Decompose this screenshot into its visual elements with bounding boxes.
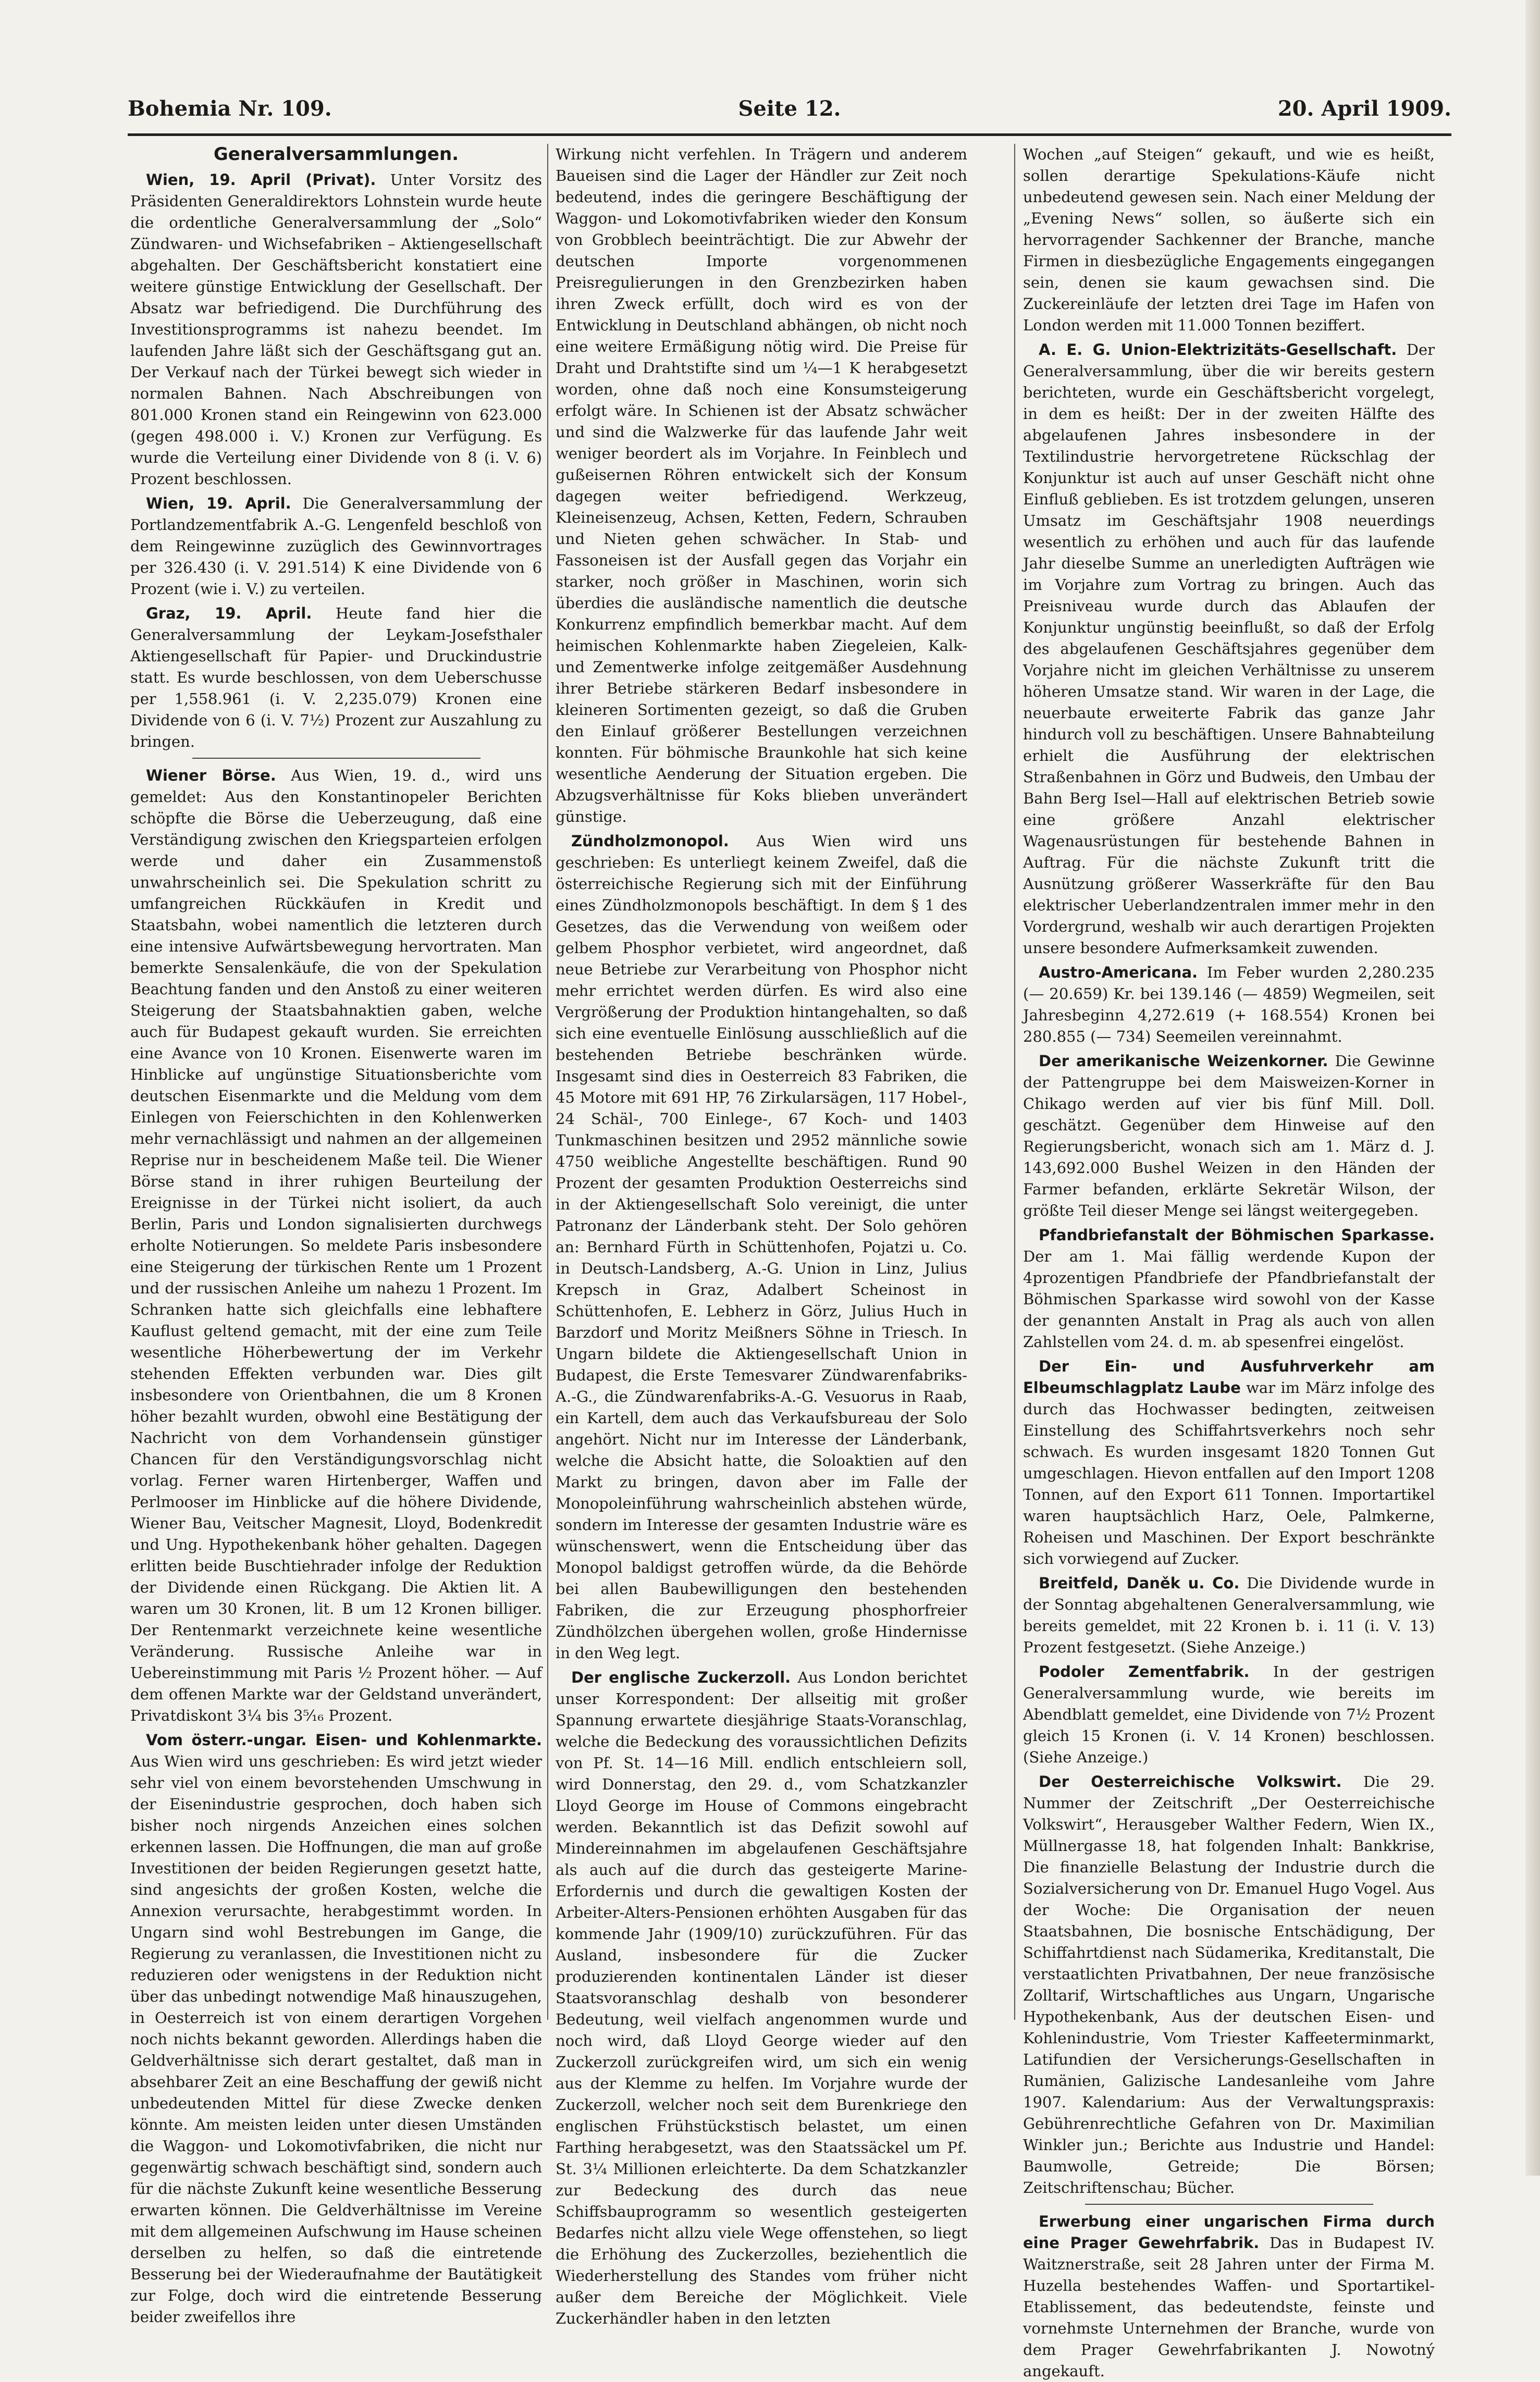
column-1 xyxy=(130,144,543,2326)
article-lead: Erwerbung einer ungarischen Firma durch eine Prager Gewehrfabrik. xyxy=(1023,2213,1435,2252)
article-lead: Der englische Zuckerzoll. xyxy=(571,1669,791,1686)
article xyxy=(1023,962,1435,1047)
article-text: Aus Wien wird uns geschrieben: Es unterliegt keinem Zweifel, daß die österreichische Regierung sich mit der Einführung eines Zündholzmonopols beschäftigt. In dem § 1 des Gesetzes, das die Verwendung von weißem oder gelbem Phosphor verbietet, wird angeordnet, daß neue Betriebe zur Verarbeitung von Phosphor nicht mehr errichtet werden dürfen. Es wird also eine Vergrößerung der Produktion hintangehalten, so daß sich eine eventuelle Einlösung ausschließlich auf die bestehenden Betriebe beschränken würde. Insgesamt sind dies in Oesterreich 83 Fabriken, die 45 Motore mit 691 HP, 76 Zirkularsägen, 117 Hobel-, 24 Schäl-, 700 Einlege-, 67 Koch- und 1403 Tunkmaschinen besitzen und 2952 männliche sowie 4750 weibliche Angestellte beschäftigen. Rund 90 Prozent der gesamten Produktion Oesterreichs sind in der Aktiengesellschaft Solo vereinigt, die unter Patronanz der Länderbank steht. Der Solo gehören an: Bernhard Fürth in Schüttenhofen, Pojatzi u. Co. in Deutsch-Landsberg, A.-G. Union in Linz, Julius Krepsch in Graz, Adalbert Scheinost in Schüttenhofen, E. Lebherz in Görz, Julius Huch in Barzdorf und Moritz Meißners Söhne in Triesch. In Ungarn bildete die Aktiengesellschaft Union in Budapest, die Erste Temesvarer Zündwarenfabriks-A.-G., die Zündwarenfabriks-A.-G. Vesuorus in Raab, ein Kartell, dem auch das Verkaufsbureau der Solo angehört. Nicht nur im Interesse der Länderbank, welche die Absicht hatte, die Soloaktien auf den Markt zu bringen, davon aber im Falle der Monopoleinführung wahrscheinlich abstehen würde, sondern im Interesse der gesamten Industrie wäre es wünschenswert, wenn die Entscheidung über das Monopol baldigst getroffen würde, da die Behörde bei allen Baubewilligungen den bestehenden Fabriken, die zur Erzeugung phosphorfreier Zündhölzchen übergehen wollen, große Hindernisse in den Weg legt. xyxy=(556,832,967,1662)
section-heading: Generalversammlungen. xyxy=(213,144,459,165)
article-lead: Wiener Börse. xyxy=(146,767,276,784)
article xyxy=(556,144,967,828)
article-lead: Wien, 19. April. xyxy=(146,495,291,512)
article-text: Wirkung nicht verfehlen. In Trägern und anderem Baueisen sind die Lager der Händler zur Zeit noch bedeutend, indes die geringere Beschäftigung der Waggon- und Lokomotivfabriken wieder den Konsum von Grobblech beeinträchtigt. Die zur Abwehr der deutschen Importe vorgenommenen Preisregulierungen in den Grenzbezirken haben ihren Zweck erfüllt, doch wird es von der Entwicklung in Deutschland abhängen, ob nicht noch eine weitere Ermäßigung nötig wird. Die Preise für Draht und Drahtstifte sind um ¼—1 K herabgesetzt worden, ohne daß noch eine Konsumsteigerung erfolgt wäre. In Schienen ist der Absatz schwächer und sind die Walzwerke für das laufende Jahr weit weniger beordert als im Vorjahre. In Feinblech und gußeisernen Röhren entwickelt sich der Konsum dagegen weiter befriedigend. Werkzeug, Kleineisenzeug, Achsen, Ketten, Federn, Schrauben und Nieten gehen schwächer. In Stab- und Fassoneisen ist der Ausfall gegen das Vorjahr ein starker, noch größer in Maschinen, worin sich überdies die ausländische namentlich die deutsche Konkurrenz empfindlich bemerkbar macht. Auf dem heimischen Kohlenmarkte haben Ziegeleien, Kalk- und Zementwerke infolge zeitgemäßer Ausdehnung ihrer Betriebe stärkeren Bedarf insbesondere in kleineren Sortimenten gezeigt, so daß die Gruben den Einlauf größerer Bestellungen verzeichnen konnten. Für böhmische Braunkohle hat sich keine wesentliche Aenderung der Situation ergeben. Die Abzugsverhältnisse für Koks blieben unverändert günstige. xyxy=(556,145,967,825)
article xyxy=(1023,1356,1435,1570)
article-lead: Zündholzmonopol. xyxy=(571,832,729,850)
article-text: Aus Wien, 19. d., wird uns gemeldet: Aus den Konstantinopeler Berichten schöpfte die Börse die Ueberzeugung, daß eine Verständigung zwischen den Kriegsparteien erfolgen werde und daher ein Zusammenstoß unwahrscheinlich sei. Die Spekulation schritt zu umfangreichen Rückkäufen in Kredit und Staatsbahn, wobei namentlich die letzteren durch eine intensive Aufwärtsbewegung hervortraten. Man bemerkte Sensalenkäufe, die von der Spekulation Beachtung fanden und den Anstoß zu einer weiteren Steigerung der Staatsbahnaktien gaben, welche auch für Budapest gekauft wurden. Sie erreichten eine Avance von 10 Kronen. Eisenwerte waren im Hinblicke auf ungünstige Situationsberichte vom deutschen Eisenmarkte und die Meldung vom dem Einlegen von Feierschichten in den Kohlenwerken mehr vernachlässigt und nahmen an der allgemeinen Reprise nur in bescheidenem Maße teil. Die Wiener Börse stand in ihrer ruhigen Beurteilung der Ereignisse in der Türkei nicht isoliert, da auch Berlin, Paris und London signalisierten durchwegs erholte Notierungen. So meldete Paris insbesondere eine Steigerung der türkischen Rente um 1 Prozent und der russischen Anleihe um nahezu 1 Prozent. Im Schranken hatte sich gleichfalls eine lebhaftere Kauflust geltend gemacht, mit der eine zum Teile wesentliche Höherbewertung der im Verkehr stehenden Effekten verbunden war. Dies gilt insbesondere von Orientbahnen, die um 8 Kronen höher bezahlt wurden, obwohl eine Bestätigung der Nachricht von dem Vorhandensein günstiger Chancen für den Verständigungsvorschlag nicht vorlag. Ferner waren Hirtenberger, Waffen und Perlmooser im Hinblicke auf die höhere Dividende, Wiener Bau, Veitscher Magnesit, Lloyd, Bodenkredit und Ung. Hypothekenbank höher gehalten. Dagegen erlitten beide Buschtiehrader infolge der Reduktion der Dividende einen Rückgang. Die Aktien lit. A waren um 30 Kronen, lit. B um 12 Kronen billiger. Der Rentenmarkt verzeichnete keine wesentliche Veränderung. Russische Anleihe war in Uebereinstimmung mit Paris ½ Prozent höher. — Auf dem offenen Markte war der Geldstand unverändert, Privatdiskont 3¼ bis 3⁵⁄₁₆ Prozent. xyxy=(130,767,543,1724)
scan-edge xyxy=(1525,0,1540,2176)
article-text: Die Generalversammlung der Portlandzementfabrik A.-G. Lengenfeld beschloß von dem Reingewinne zuzüglich des Gewinnvortrages per 326.430 (i. V. 291.514) K eine Dividende von 6 Prozent (wie i. V.) zu verteilen. xyxy=(130,495,542,598)
article-lead: Wien, 19. April (Privat). xyxy=(146,171,376,189)
header-issue: Bohemia Nr. 109. xyxy=(128,96,332,121)
article-text: Der Generalversammlung, über die wir bereits gestern berichteten, wurde ein Geschäftsbericht vorgelegt, in dem es heißt: Der in der zweiten Hälfte des abgelaufenen Jahres insbesondere in der Textilindustrie hervorgetretene Rückschlag der Konjunktur ist auch auf unser Geschäft nicht ohne Einfluß geblieben. Es ist trotzdem gelungen, unseren Umsatz im Geschäftsjahr 1908 neuerdings wesentlich zu erhöhen und auch für das laufende Jahr dieselbe Summe an unerledigten Aufträgen wie im Vorjahre zum Vortrag zu bringen. Auch das Preisniveau wurde durch das Ablaufen der Konjunktur ungünstig beeinflußt, so daß der Erfolg des abgelaufenen Geschäftsjahres gegenüber dem Vorjahre nicht im gleichen Verhältnisse zu unserem höheren Umsatze stand. Wir waren in der Lage, die neuerbaute erweiterte Fabrik das ganze Jahr hindurch voll zu beschäftigen. Unsere Bahnabteilung erhielt die Ausführung der elektrischen Straßenbahnen in Görz und Budweis, den Umbau der Bahn Berg Isel—Hall auf elektrischen Betrieb sowie eine größere Anzahl elektrischer Wagenausrüstungen für bestehende Bahnen in Auftrag. Für die nächste Zukunft tritt die Ausnützung größerer Wasserkräfte für den Bau elektrischer Ueberlandzentralen immer mehr in den Vordergrund, weshalb wir auch derartigen Projekten unsere besondere Aufmerksamkeit zuwenden. xyxy=(1023,341,1435,957)
article-text: war im März infolge des durch das Hochwasser bedingten, zeitweisen Einstellung des Schiffahrtsverkehrs noch sehr schwach. Es wurden insgesamt 1820 Tonnen Gut umgeschlagen. Hievon entfallen auf den Import 1208 Tonnen, auf den Export 611 Tonnen. Importartikel waren hauptsächlich Harz, Oele, Palmkerne, Roheisen und Maschinen. Der Export beschränkte sich vorwiegend auf Zucker. xyxy=(1023,1379,1435,1568)
column-3 xyxy=(1023,144,1435,2380)
article xyxy=(1023,339,1435,959)
article-text: Heute fand hier die Generalversammlung der Leykam-Josefsthaler Aktiengesellschaft für Papier- und Druckindustrie statt. Es wurde beschlossen, von dem Ueberschusse per 1,558.961 (i. V. 2,235.079) Kronen eine Dividende von 6 (i. V. 7½) Prozent zur Auszahlung zu bringen. xyxy=(130,604,543,750)
article-lead: Podoler Zementfabrik. xyxy=(1039,1663,1250,1681)
header-date: 20. April 1909. xyxy=(1277,96,1451,121)
article-text: Unter Vorsitz des Präsidenten Generaldirektors Lohnstein wurde heute die ordentliche Generalversammlung der „Solo“ Zündwaren- und Wichsefabriken – Aktiengesellschaft abgehalten. Der Geschäftsbericht konstatiert eine weitere günstige Entwicklung der Gesellschaft. Der Absatz war befriedigend. Die Durchführung des Investitionsprogramms ist nahezu beendet. Im laufenden Jahre läßt sich der Geschäftsgang gut an. Der Verkauf nach der Türkei bewegt sich wieder in normalen Bahnen. Nach Abschreibungen von 801.000 Kronen stand ein Reingewinn von 623.000 (gegen 498.000 i. V.) Kronen zur Verfügung. Es wurde die Verteilung einer Dividende von 8 (i. V. 6) Prozent beschlossen. xyxy=(130,171,542,488)
article xyxy=(1023,1771,1435,2199)
article-lead: Der Oesterreichische Volkswirt. xyxy=(1039,1773,1342,1791)
article-lead: Austro-Americana. xyxy=(1039,964,1198,981)
article-lead: Der Ein- und Ausfuhrverkehr am Elbeumschlagplatz Laube xyxy=(1023,1357,1435,1397)
article-separator xyxy=(192,758,481,759)
column-divider xyxy=(547,144,548,2020)
article-text: Die Dividende wurde in der Sonntag abgehaltenen Generalversammlung, wie bereits gemeldet, mit 22 Kronen b. i. 11 (i. V. 13) Prozent festgesetzt. (Siehe Anzeige.) xyxy=(1023,1574,1435,1656)
page-header xyxy=(128,96,1451,133)
article-text: Das in Budapest IV. Waitznerstraße, seit 28 Jahren unter der Firma M. Huzella bestehendes Waffen- und Sportartikel-Etablissement, das bedeutendste, feinste und vornehmste Unternehmen der Branche, wurde von dem Prager Gewehrfabrikanten J. Nowotný angekauft. xyxy=(1023,2234,1435,2380)
article-text: Aus Wien wird uns geschrieben: Es wird jetzt wieder sehr viel von einem bevorstehenden Umschwung in der Eisenindustrie gesprochen, doch haben sich bisher noch nirgends Anzeichen eines solchen erkennen lassen. Die Hoffnungen, die man auf große Investitionen der beiden Regierungen gesetzt hatte, sind angesichts der großen Kosten, welche die Annexion verursachte, herabgestimmt worden. In Ungarn sind wohl Bestrebungen im Gange, die Regierung zu veranlassen, die Investitionen nicht zu reduzieren oder wenigstens in der Reduktion nicht über das unbedingt notwendige Maß hinauszugehen, in Oesterreich ist von einem derartigen Vorgehen noch nichts bekannt geworden. Allerdings haben die Geldverhältnisse sich derart gestaltet, daß man in absehbarer Zeit an eine Beschaffung der gewiß nicht unbedeutenden Mittel für diese Zwecke denken könnte. Am meisten leiden unter diesen Umständen die Waggon- und Lokomotivfabriken, die nicht nur gegenwärtig schwach beschäftigt sind, sondern auch für die nächste Zukunft keine wesentliche Besserung erwarten können. Die Geldverhältnisse im Vereine mit dem allgemeinen Aufschwung im Hause scheinen derselben zu helfen, so daß die eintretende Besserung bei der Wiederaufnahme der Bautätigkeit zur Folge, doch wird die eintretende Besserung beider zweifellos ihre xyxy=(130,1752,542,2326)
header-rule xyxy=(128,133,1451,136)
article-text: Im Feber wurden 2,280.235 (— 20.659) Kr. bei 139.146 (— 4859) Wegmeilen, seit Jahresbeginn 4,272.619 (+ 168.554) Kronen bei 280.855 (— 734) Seemeilen vereinnahmt. xyxy=(1023,964,1435,1045)
column-divider xyxy=(1014,144,1015,2020)
article-text: Der am 1. Mai fällig werdende Kupon der 4prozentigen Pfandbriefe der Pfandbriefanstalt der Böhmischen Sparkasse wird sowohl von der Kasse der genannten Anstalt in Prag als auch von allen Zahlstellen vom 24. d. m. ab spesenfrei eingelöst. xyxy=(1023,1248,1435,1351)
article-text: Aus London berichtet unser Korrespondent: Der allseitig mit großer Spannung erwartete diesjährige Staats-Voranschlag, welche die Bedeckung des voraussichtlichen Defizits von Pf. St. 14—16 Mill. endlich entschleiern soll, wird Donnerstag, den 29. d., vom Schatzkanzler Lloyd George im House of Commons eingebracht werden. Bekanntlich ist das Defizit sowohl auf Mindereinnahmen im abgelaufenen Geschäftsjahre als auch auf die durch das gesteigerte Marine-Erfordernis und durch die gewaltigen Kosten der Arbeiter-Alters-Pensionen erhöhten Ausgaben für das kommende Jahr (1909/10) zurückzuführen. Für das Ausland, insbesondere für die Zucker produzierenden kontinentalen Länder ist dieser Staatsvoranschlag deshalb von besonderer Bedeutung, weil vielfach angenommen wurde und noch wird, daß Lloyd George wieder auf den Zuckerzoll zurückgreifen wird, um sich ein wenig aus der Klemme zu helfen. Im Vorjahre wurde der Zuckerzoll, welcher noch seit dem Burenkriege den englischen Frühstückstisch belastet, um einen Farthing herabgesetzt, was den Staatssäckel um Pf. St. 3¼ Millionen erleichterte. Da dem Schatzkanzler zur Bedeckung des durch das neue Schiffsbauprogramm so wesentlich gesteigerten Bedarfes nicht allzu viele Wege offenstehen, so liegt die Erhöhung des Zuckerzolles, beziehentlich die Wiederherstellung des Standes vom früher nicht außer dem Bereiche der Möglichkeit. Viele Zuckerhändler haben in den letzten xyxy=(556,1669,968,2327)
article xyxy=(130,169,542,490)
article xyxy=(130,765,542,1726)
header-page-number: Seite 12. xyxy=(738,96,841,121)
article xyxy=(1023,1661,1435,1768)
article xyxy=(556,831,967,1664)
article xyxy=(130,493,542,600)
article-text: Die 29. Nummer der Zeitschrift „Der Oesterreichische Volkswirt“, Herausgeber Walther Federn, Wien IX., Müllnergasse 18, hat folgenden Inhalt: Bankkrise, Die finanzielle Belastung der Industrie durch die Sozialversicherung von Dr. Emanuel Hugo Vogel. Aus der Woche: Die Organisation der neuen Staatsbahnen, Die bosnische Entschädigung, Der Schiffahrtdienst nach Südamerika, Kreditanstalt, Die verstaatlichten Privatbahnen, Der neue französische Zolltarif, Wirtschaftliches aus Ungarn, Ungarische Hypothekenbank, Aus der deutschen Eisen- und Kohlenindustrie, Vom Triester Kaffeeterminmarkt, Latifundien der Versicherungs-Gesellschaften in Rumänien, Galizische Landesanleihe vom Jahre 1907. Kalendarium: Aus der Verwaltungspraxis: Gebührenrechtliche Gefahren von Dr. Maximilian Winkler jun.; Berichte aus Industrie und Handel: Baumwolle, Getreide; Die Börsen; Zeitschriftenschau; Bücher. xyxy=(1023,1773,1435,2196)
article xyxy=(130,1730,542,2328)
article-lead: Vom österr.-ungar. Eisen- und Kohlenmarkte. xyxy=(146,1731,542,1749)
article-separator xyxy=(1085,2204,1373,2205)
article-text: Die Gewinne der Pattengruppe bei dem Maisweizen-Korner in Chikago werden auf vier bis fünf Mill. Doll. geschätzt. Gegenüber dem Hinweise auf den Regierungsbericht, wonach sich am 1. März d. J. 143,692.000 Bushel Weizen in den Händen der Farmer befanden, erklärte Sekretär Wilson, der größte Teil dieser Menge sei längst weitergegeben. xyxy=(1023,1052,1435,1219)
article xyxy=(130,603,542,752)
article xyxy=(1023,144,1435,336)
article-lead: A. E. G. Union-Elektrizitäts-Gesellschaft. xyxy=(1039,341,1397,359)
column-2 xyxy=(556,144,968,2327)
article-lead: Pfandbriefanstalt der Böhmischen Sparkasse. xyxy=(1039,1226,1435,1244)
article-lead: Breitfeld, Daněk u. Co. xyxy=(1039,1574,1240,1592)
article xyxy=(1023,1573,1435,1658)
article-text: Wochen „auf Steigen“ gekauft, und wie es heißt, sollen derartige Spekulations-Käufe nicht unbedeutend gewesen sein. Nach einer Meldung der „Evening News“ sollen, so äußerte sich ein hervorragender Sachkenner der Branche, manche Firmen in diesbezügliche Engagements eingegangen sein, denen sie kaum gewachsen sind. Die Zuckereinläufe der letzten drei Tage im Hafen von London werden mit 11.000 Tonnen beziffert. xyxy=(1023,145,1435,334)
article-lead: Graz, 19. April. xyxy=(146,604,312,622)
article xyxy=(1023,1225,1435,1353)
article-lead: Der amerikanische Weizenkorner. xyxy=(1039,1052,1328,1070)
article-text: In der gestrigen Generalversammlung wurde, wie bereits im Abendblatt gemeldet, eine Dividende von 7½ Prozent gleich 15 Kronen (i. V. 14 Kronen) beschlossen. (Siehe Anzeige.) xyxy=(1023,1663,1435,1766)
article xyxy=(556,1667,967,2329)
article xyxy=(1023,2211,1435,2382)
article xyxy=(1023,1051,1435,1221)
